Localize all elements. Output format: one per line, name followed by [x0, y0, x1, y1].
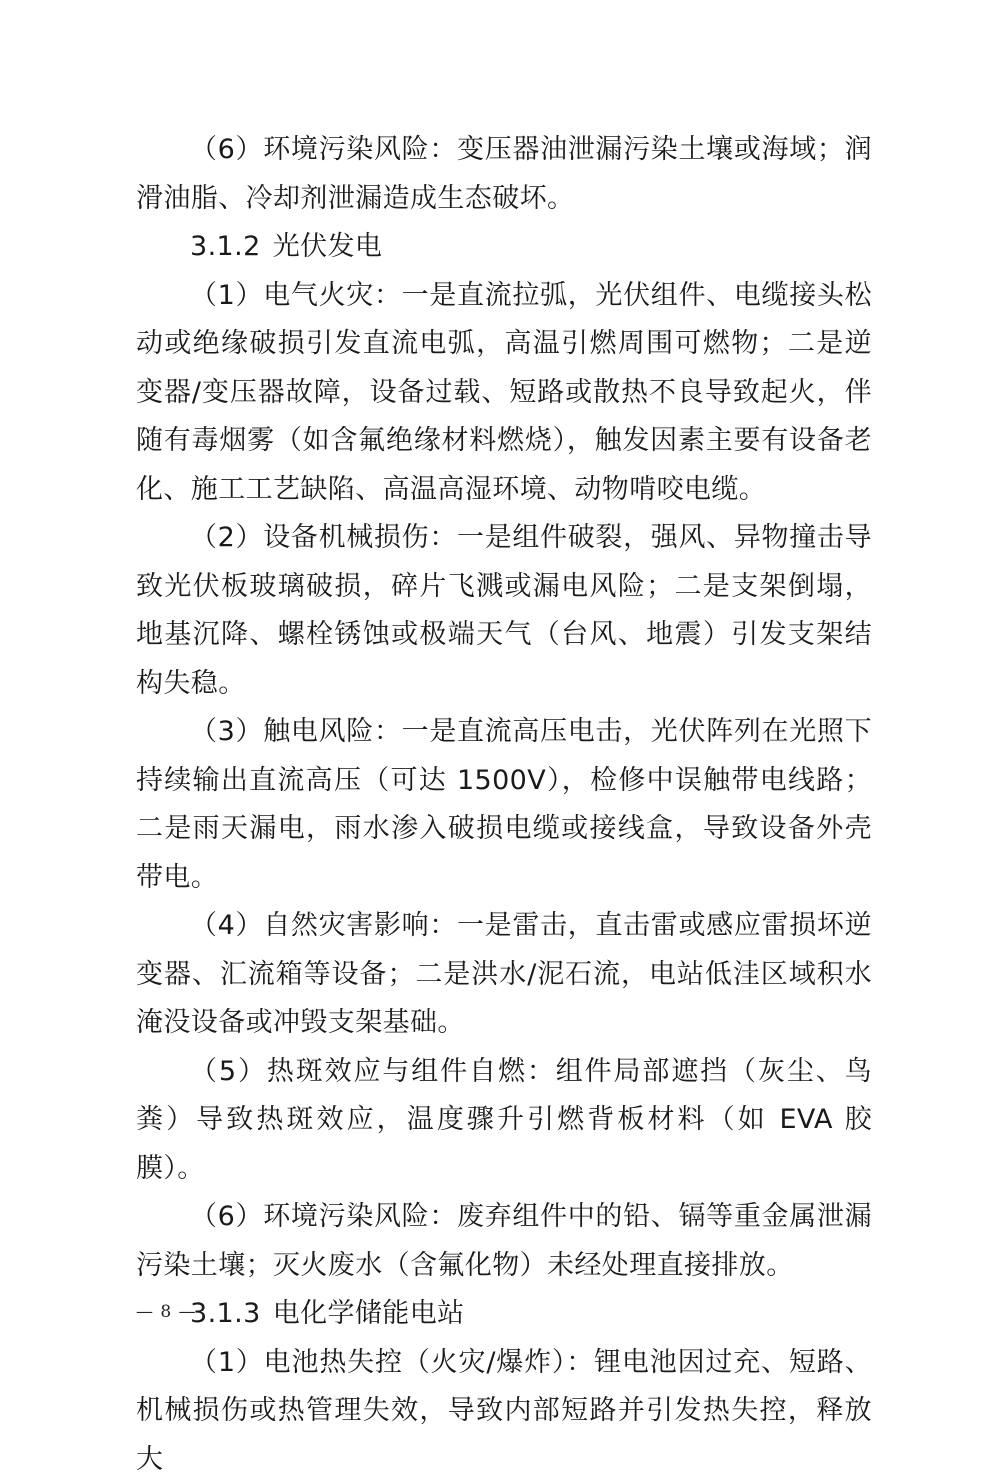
paragraph-env-pollution-pv: （6）环境污染风险：废弃组件中的铅、镉等重金属泄漏污染土壤；灭火废水（含氟化物）未经处理直接排放。 [136, 1193, 872, 1290]
paragraph-mechanical-damage: （2）设备机械损伤：一是组件破裂，强风、异物撞击导致光伏板玻璃破损，碎片飞溅或漏电风险；二是支架倒塌，地基沉降、螺栓锈蚀或极端天气（台风、地震）引发支架结构失稳。 [136, 514, 872, 708]
page-number: — 8 — [136, 1302, 197, 1322]
section-heading-pv [136, 223, 872, 272]
paragraph-electrical-fire: （1）电气火灾：一是直流拉弧，光伏组件、电缆接头松动或绝缘破损引发直流电弧，高温引燃周围可燃物；二是逆变器/变压器故障，设备过载、短路或散热不良导致起火，伴随有毒烟雾（如含氟绝缘材料燃烧），触发因素主要有设备老化、施工工艺缺陷、高温高湿环境、动物啃咬电缆。 [136, 272, 872, 515]
paragraph-electric-shock: （3）触电风险：一是直流高压电击，光伏阵列在光照下持续输出直流高压（可达 1500V），检修中误触带电线路；二是雨天漏电，雨水渗入破损电缆或接线盒，导致设备外壳带电。 [136, 708, 872, 902]
paragraph-env-pollution-wind: （6）环境污染风险：变压器油泄漏污染土壤或海域；润滑油脂、冷却剂泄漏造成生态破坏。 [136, 126, 872, 223]
section-number: 3.1.2 [190, 231, 261, 262]
paragraph-thermal-runaway: （1）电池热失控（火灾/爆炸）：锂电池因过充、短路、机械损伤或热管理失效，导致内部短路并引发热失控，释放大 [136, 1339, 872, 1484]
section-heading-storage [136, 1290, 872, 1339]
section-number: 3.1.3 [190, 1298, 261, 1329]
section-title: 电化学储能电站 [273, 1298, 465, 1329]
body-text [136, 126, 872, 1484]
paragraph-natural-disaster: （4）自然灾害影响：一是雷击，直击雷或感应雷损坏逆变器、汇流箱等设备；二是洪水/泥石流，电站低洼区域积水淹没设备或冲毁支架基础。 [136, 902, 872, 1048]
section-title: 光伏发电 [273, 231, 383, 262]
paragraph-hot-spot: （5）热斑效应与组件自燃：组件局部遮挡（灰尘、鸟粪）导致热斑效应，温度骤升引燃背板材料（如 EVA 胶膜）。 [136, 1048, 872, 1194]
